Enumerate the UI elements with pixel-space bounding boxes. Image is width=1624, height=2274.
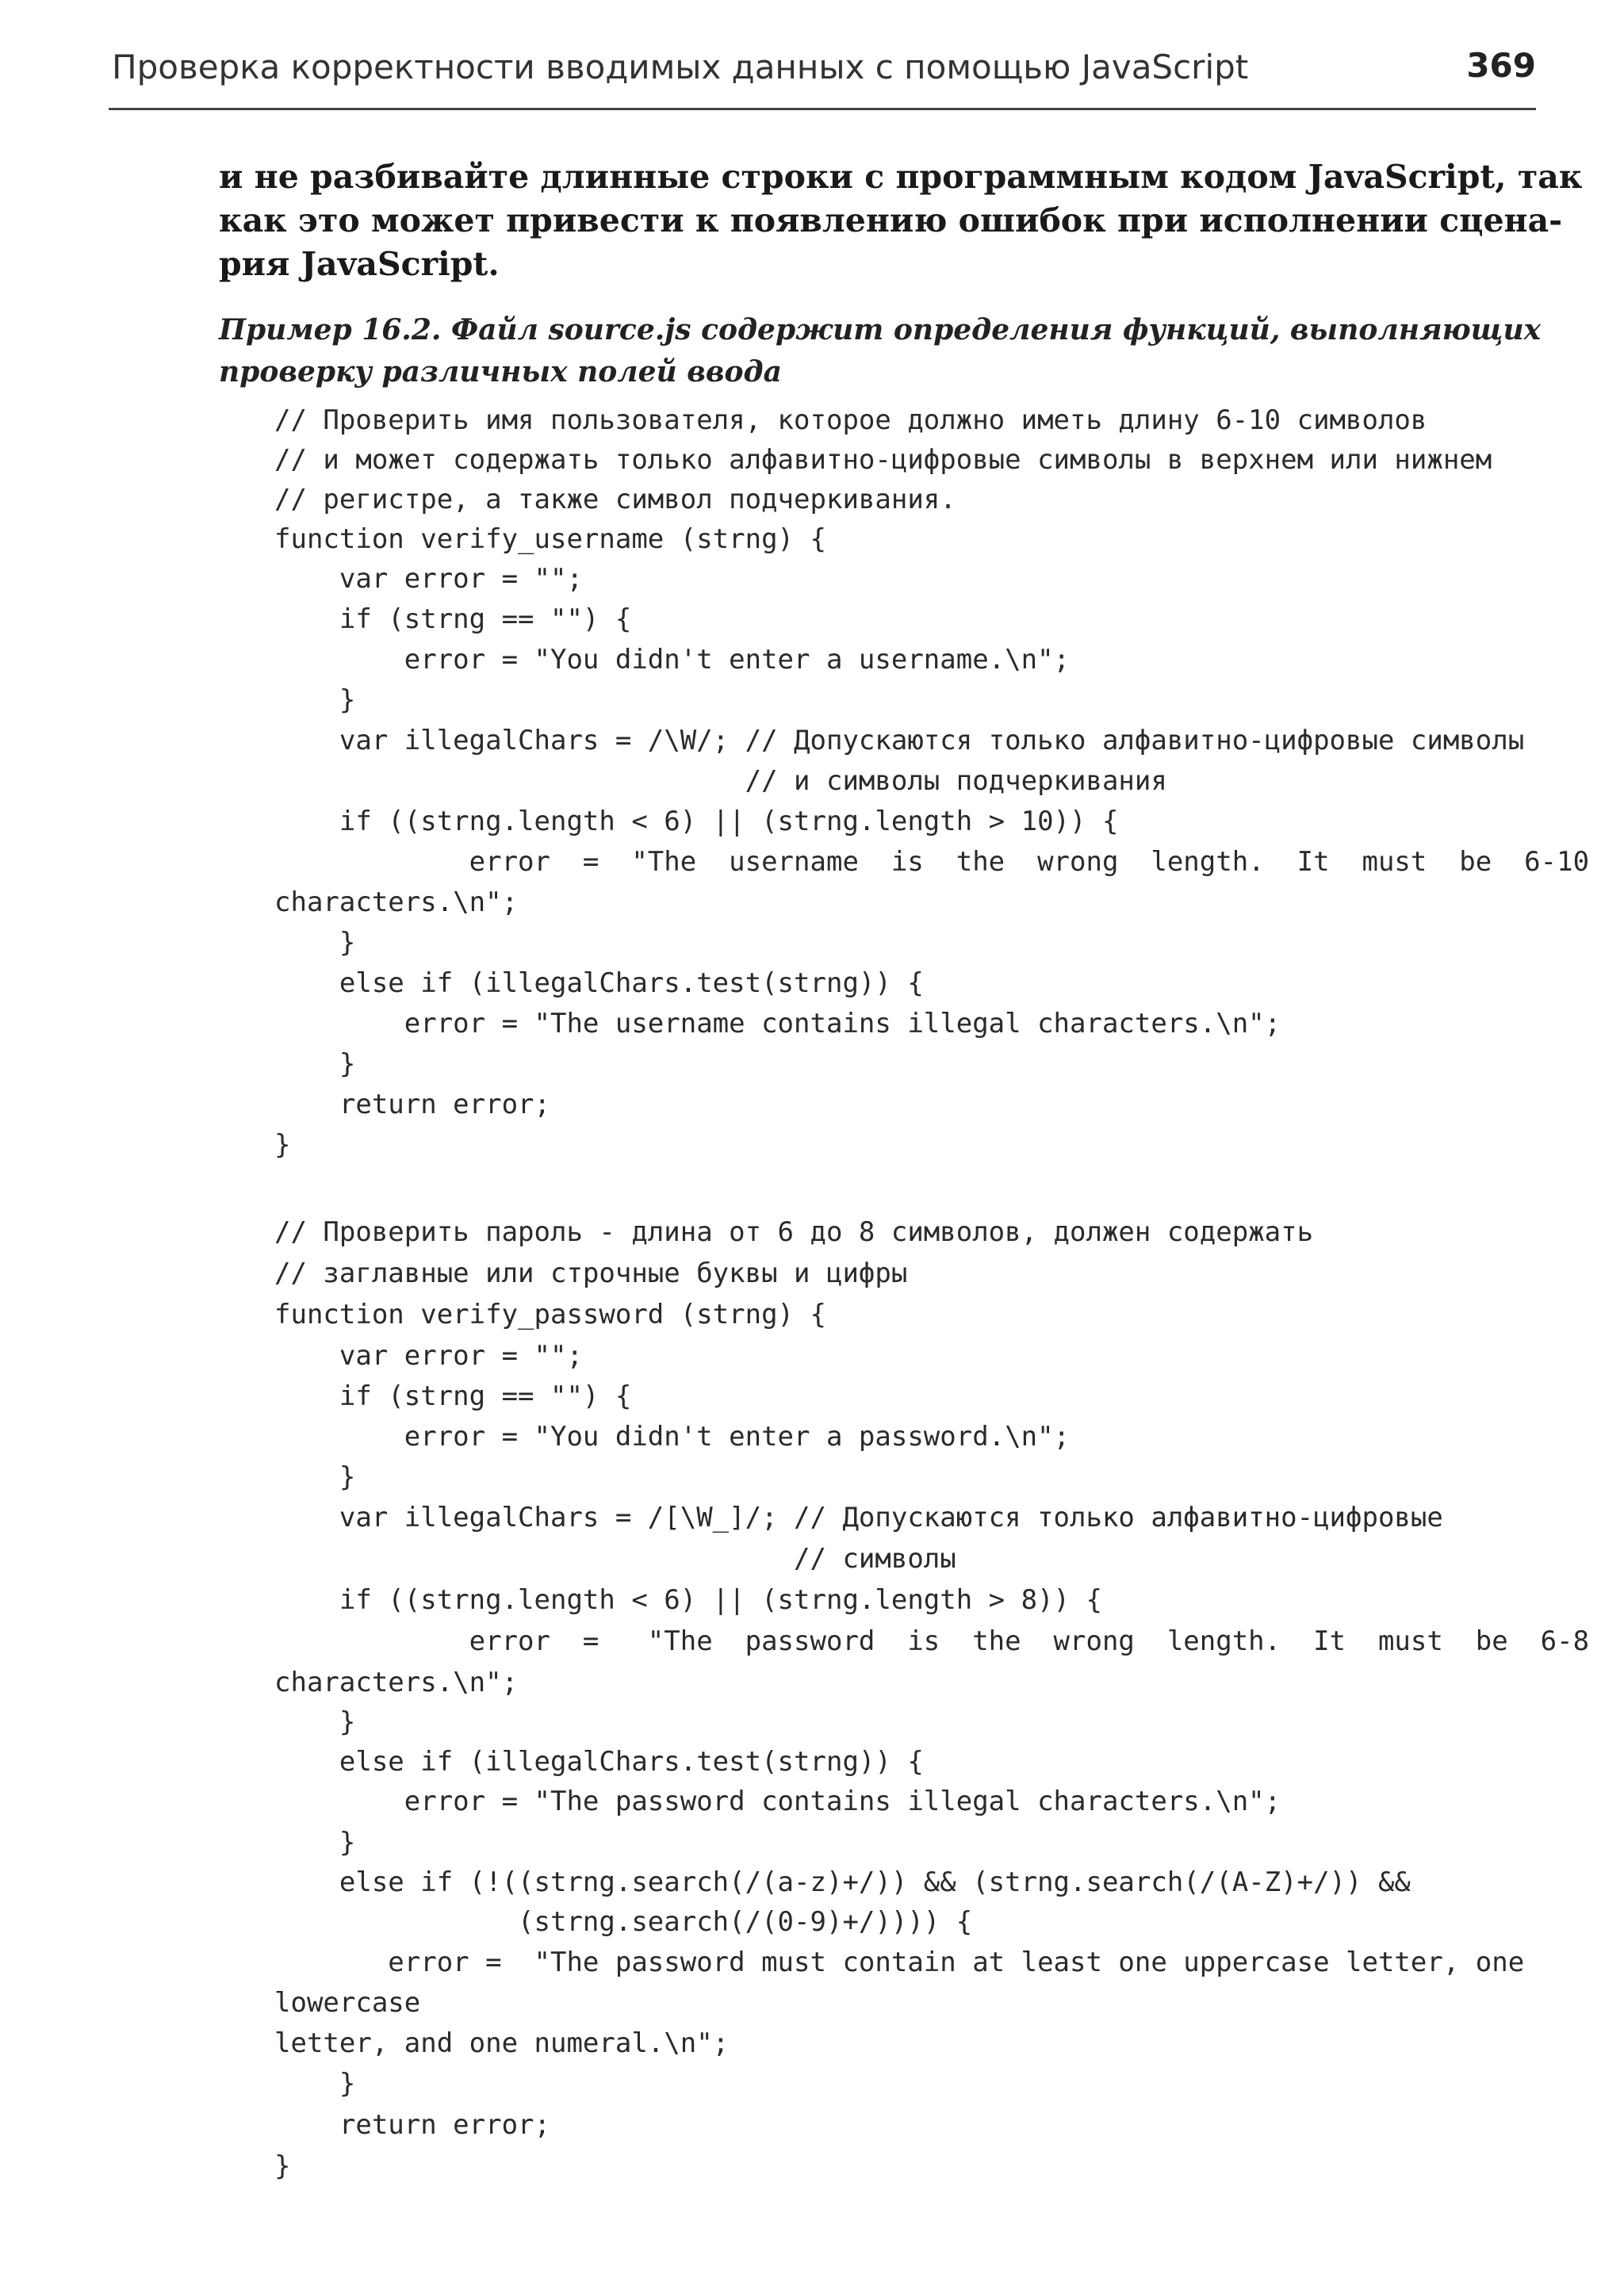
code-line: } [274,1048,356,1080]
code-line: } [274,927,356,959]
code-line: // Проверить имя пользователя, которое должно иметь длину 6-10 символов [274,404,1427,436]
paragraph-line: как это может привести к появлению ошибок при исполнении сцена- [219,201,1563,239]
code-line: if ((strng.length < 6) || (strng.length > 10)) { [274,806,1119,837]
code-line: error = "The username contains illegal characters.\n"; [274,1008,1281,1039]
code-line: function verify_password (strng) { [274,1299,826,1330]
running-header [109,44,1536,108]
code-line: error = "The username is the wrong length. It must be 6-10 [274,846,1590,878]
code-line: } [274,684,356,716]
code-line: (strng.search(/(0-9)+/)))) { [274,1906,973,1938]
code-line: } [274,1461,356,1493]
code-line: } [274,2150,291,2182]
paragraph-line: рия JavaScript. [219,245,500,283]
code-line: // заглавные или строчные буквы и цифры [274,1258,908,1289]
running-header-title: Проверка корректности вводимых данных с помощью JavaScript [112,48,1249,86]
body-paragraph [219,155,1583,286]
code-line: if (strng == "") { [274,603,632,635]
code-line: var illegalChars = /[\W_]/; // Допускаются только алфавитно-цифровые [274,1502,1443,1533]
caption-line: проверку различных полей ввода [219,355,782,389]
code-line: letter, and one numeral.\n"; [274,2027,730,2059]
code-line: // регистре, а также символ подчеркивания. [274,484,956,515]
code-line: else if (illegalChars.test(strng)) { [274,1746,924,1778]
code-line: } [274,1827,356,1859]
example-caption [219,309,1551,393]
code-line: characters.\n"; [274,886,519,918]
code-line: error = "You didn't enter a password.\n"; [274,1421,1071,1453]
code-line: // символы [274,1543,956,1575]
code-line: return error; [274,1089,550,1120]
code-line: } [274,2068,356,2100]
code-line: if (strng == "") { [274,1380,632,1412]
caption-line: Пример 16.2. Файл source.js содержит определения функций, выполняющих [219,313,1542,346]
code-line: else if (illegalChars.test(strng)) { [274,967,924,999]
code-line: var error = ""; [274,1340,583,1372]
code-line: error = "You didn't enter a username.\n"; [274,644,1071,676]
code-line: // и может содержать только алфавитно-цифровые символы в верхнем или нижнем [274,444,1492,476]
code-line: } [274,1129,291,1161]
code-line: if ((strng.length < 6) || (strng.length > 8)) { [274,1584,1102,1616]
code-line: error = "The password is the wrong length. It must be 6-8 [274,1625,1590,1657]
code-line: return error; [274,2109,550,2141]
code-line: var illegalChars = /\W/; // Допускаются только алфавитно-цифровые символы [274,725,1525,756]
code-line: // Проверить пароль - длина от 6 до 8 символов, должен содержать [274,1216,1314,1248]
code-line: function verify_username (strng) { [274,523,826,555]
code-line: // и символы подчеркивания [274,765,1167,797]
code-line: else if (!((strng.search(/(a-z)+/)) && (strng.search(/(A-Z)+/)) && [274,1866,1411,1898]
paragraph-line: и не разбивайте длинные строки с программным кодом JavaScript, так [219,158,1583,196]
code-line: error = "The password must contain at least one uppercase letter, one [274,1947,1525,1978]
code-line: error = "The password contains illegal characters.\n"; [274,1786,1281,1817]
code-line: } [274,1706,356,1738]
page-number: 369 [1466,46,1536,85]
code-line: lowercase [274,1987,421,2019]
code-line: characters.\n"; [274,1667,519,1698]
header-rule [109,108,1536,110]
code-line: var error = ""; [274,563,583,595]
